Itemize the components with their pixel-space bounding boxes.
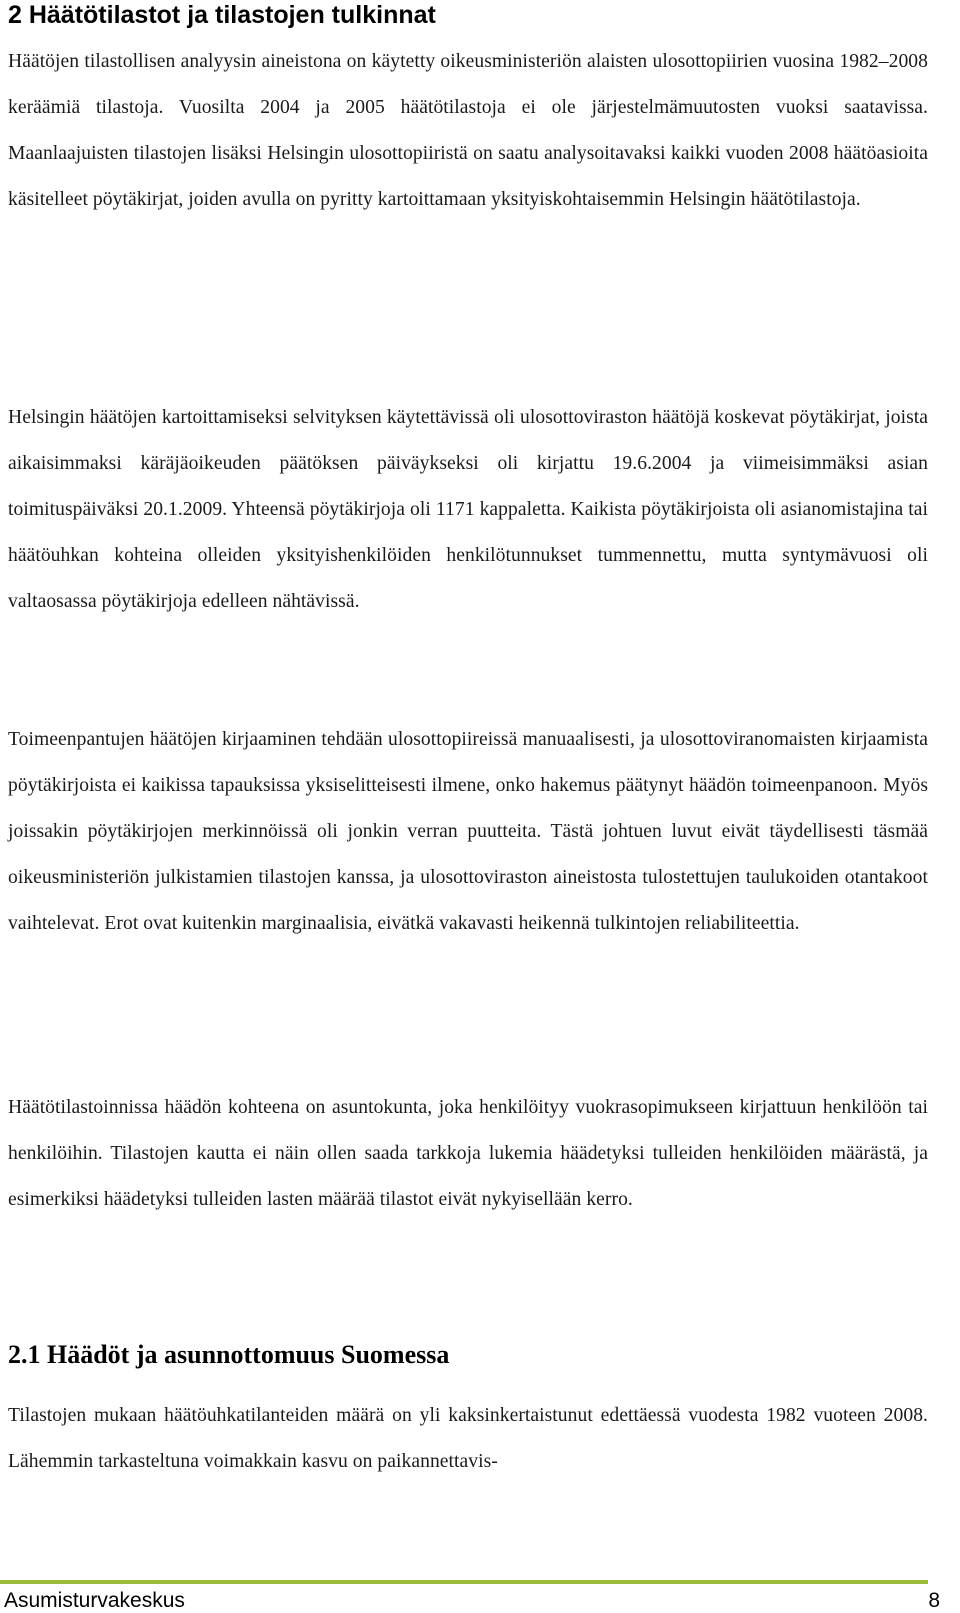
document-page [8, 0, 928, 1472]
paragraph-eviction-growth: Tilastojen mukaan häätöuhkatilanteiden määrä on yli kaksinkertaistunut edettäessä vuodesta 1982 vuoteen 2008. Lähemmin tarkasteltuna voimakkain kasvu on paikannettavis- [8, 1405, 928, 1472]
paragraph-recording-reliability: Toimeenpantujen häätöjen kirjaaminen tehdään ulosottopiireissä manuaalisesti, ja ulosottoviranomaisten kirjaamista pöytäkirjoista ei kaikissa tapauksissa yksiselitteisesti ilmene, onko hakemus päätynyt häädön toimeenpanoon. Myös joissakin pöytäkirjojen merkinnöissä oli jonkin verran puutteita. Tästä johtuen luvut eivät täydellisesti täsmää oikeusministeriön julkistamien tilastojen kanssa, ja ulosottoviraston aineistosta tulostettujen taulukoiden otantakoot vaihtelevat. Erot ovat kuitenkin marginaalisia, eivätkä vakavasti heikennä tulkintojen reliabiliteettia. [8, 729, 928, 934]
chapter-title: 2 Häätötilastot ja tilastojen tulkinnat [8, 1, 436, 29]
paragraph-data-sources: Häätöjen tilastollisen analyysin aineistona on käytetty oikeusministeriön alaisten ulosottopiirien vuosina 1982–2008 keräämiä tilastoja. Vuosilta 2004 ja 2005 häätötilastoja ei ole järjestelmämuutosten vuoksi saatavissa. Maanlaajuisten tilastojen lisäksi Helsingin ulosottopiiristä on saatu analysoitavaksi kaikki vuoden 2008 häätöasioita käsitelleet pöytäkirjat, joiden avulla on pyritty kartoittamaan yksityiskohtaisemmin Helsingin häätötilastoja. [8, 51, 928, 210]
footer-divider [0, 1580, 928, 1584]
footer-page-number: 8 [928, 1589, 940, 1612]
footer-publisher: Asumisturvakeskus [4, 1589, 185, 1612]
section-title: 2.1 Häädöt ja asunnottomuus Suomessa [8, 1340, 450, 1369]
paragraph-helsinki-records: Helsingin häätöjen kartoittamiseksi selvityksen käytettävissä oli ulosottoviraston häätöjä koskevat pöytäkirjat, joista aikaisimmaksi käräjäoikeuden päätöksen päiväykseksi oli kirjattu 19.6.2004 ja viimeisimmäksi asian toimituspäiväksi 20.1.2009. Yhteensä pöytäkirjoja oli 1171 kappaletta. Kaikista pöytäkirjoista oli asianomistajina tai häätöuhkan kohteina olleiden yksityishenkilöiden henkilötunnukset tummennettu, mutta syntymävuosi oli valtaosassa pöytäkirjoja edelleen nähtävissä. [8, 407, 928, 612]
paragraph-eviction-unit: Häätötilastoinnissa häädön kohteena on asuntokunta, joka henkilöityy vuokrasopimukseen kirjattuun henkilöön tai henkilöihin. Tilastojen kautta ei näin ollen saada tarkkoja lukemia häädetyksi tulleiden henkilöiden määrästä, ja esimerkiksi häädetyksi tulleiden lasten määrää tilastot eivät nykyisellään kerro. [8, 1097, 928, 1210]
